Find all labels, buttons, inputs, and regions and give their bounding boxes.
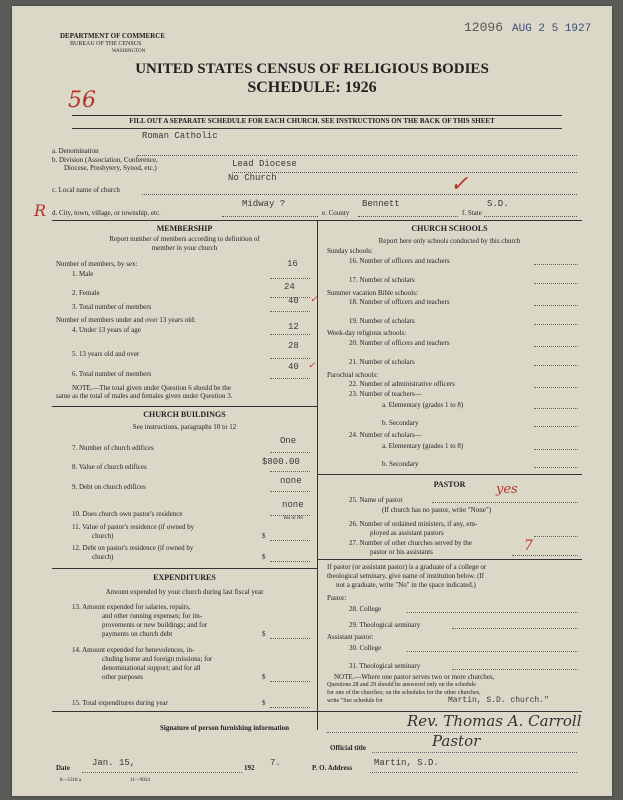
signature-handwritten: Rev. Thomas A. Carroll — [407, 712, 582, 730]
age-label: Number of members under and over 13 years old: — [56, 316, 196, 324]
membership-intro: Report number of members according to definition of — [109, 235, 260, 243]
bureau-title: BUREAU OF THE CENSUS — [70, 41, 142, 47]
checkmark-county: ✓ — [450, 172, 469, 197]
members-by-sex-label: Number of members, by sex: — [56, 260, 138, 268]
date-label: Date — [56, 764, 70, 772]
q31-label: 31. Theological seminary — [349, 662, 421, 670]
expenditures-heading: EXPENDITURES — [153, 573, 216, 582]
exp14-dollar: $ — [262, 673, 266, 681]
census-form — [12, 6, 612, 796]
exp15-label: 15. Total expenditures during year — [72, 699, 168, 707]
q24b-label: b. Secondary — [382, 460, 419, 468]
q27-label: 27. Number of other churches served by the — [349, 539, 472, 547]
residence-value: none — [282, 500, 304, 510]
pastor-note-3: for one of the churches; on the schedules for the other churches, — [327, 690, 481, 696]
official-title-label: Official title — [330, 744, 366, 752]
city-label-field: d. City, town, village, or township, etc. — [52, 209, 161, 217]
male-value: 16 — [287, 259, 298, 269]
q27-label-2: pastor or his assistants — [370, 548, 433, 556]
weekday-schools-label: Week-day religious schools: — [327, 329, 407, 337]
denomination-value: Roman Catholic — [142, 131, 218, 141]
college-note-1: If pastor (or assistant pastor) is a graduate of a college or — [327, 563, 487, 571]
q21-label: 21. Number of scholars — [349, 358, 415, 366]
county-value: Bennett — [362, 199, 400, 209]
under13-label: 4. Under 13 years of age — [72, 326, 141, 334]
q30-label: 30. College — [349, 644, 382, 652]
pastor-note-4: write "See schedule for — [327, 698, 383, 704]
summer-schools-label: Summer vacation Bible schools: — [327, 289, 418, 297]
q29-label: 29. Theological seminary — [349, 621, 421, 629]
q23a-label: a. Elementary (grades 1 to 8) — [382, 401, 464, 409]
q19-label: 19. Number of scholars — [349, 317, 415, 325]
pastor-note-1: NOTE.—Where one pastor serves two or more churches, — [334, 673, 495, 681]
total-members-6-value: 40 — [288, 362, 299, 372]
total-members-6-label: 6. Total number of members — [72, 370, 152, 378]
residence-dollar: $ — [262, 532, 266, 540]
state-value: S.D. — [487, 199, 509, 209]
assistant-pastor-label: Assistant pastor: — [327, 633, 374, 641]
exp13-line2: and other running expenses; for im- — [102, 612, 203, 620]
signature-label: Signature of person furnishing information — [160, 724, 289, 732]
check-total: ✓ — [310, 295, 318, 305]
pastor-heading: PASTOR — [433, 480, 466, 489]
residence-value-label-2: church) — [92, 532, 114, 540]
local-name-value: No Church — [228, 173, 277, 183]
exp13-dollar: $ — [262, 630, 266, 638]
pastor-sub-label: Pastor: — [327, 594, 347, 602]
buildings-heading: CHURCH BUILDINGS — [143, 410, 226, 419]
over13-label: 5. 13 years old and over — [72, 350, 140, 358]
denomination-label: a. Denomination — [52, 147, 99, 155]
pastor-name-handwritten: yes — [496, 482, 518, 497]
q20-label: 20. Number of officers and teachers — [349, 339, 450, 347]
exp14-line2: cluding home and foreign missions; for — [102, 655, 213, 663]
yes-or-no-label: Yes or No — [283, 516, 304, 521]
check-total-6: ✓ — [308, 361, 316, 371]
membership-note-2: same as the total of males and females given under Question 3. — [56, 392, 233, 400]
schools-heading: CHURCH SCHOOLS — [411, 224, 488, 233]
edifices-value: One — [280, 436, 297, 446]
year-prefix: 192 — [244, 764, 255, 772]
handwritten-r: R — [34, 201, 47, 220]
exp13-line3: provements or new buildings; and for — [102, 621, 208, 629]
pastor-note-church: Martin, S.D. church." — [448, 696, 549, 705]
date-value: Jan. 15, — [92, 758, 136, 768]
form-code: 8—5318 a — [60, 778, 81, 783]
buildings-instructions: See instructions, paragraphs 10 to 12 — [132, 423, 237, 431]
division-value: Lead Diocese — [232, 159, 297, 169]
college-note-3: not a graduate, write "No" in the space indicated.) — [336, 581, 476, 589]
membership-heading: MEMBERSHIP — [156, 224, 213, 233]
total-members-value: 40 — [288, 296, 299, 306]
official-title-handwritten: Pastor — [432, 732, 481, 750]
q16-label: 16. Number of officers and teachers — [349, 257, 450, 265]
female-label: 2. Female — [72, 289, 100, 297]
under13-value: 12 — [288, 322, 299, 332]
q23b-label: b. Secondary — [382, 419, 419, 427]
q27-handwritten: 7 — [524, 538, 533, 554]
schedule-title: SCHEDULE: 1926 — [247, 79, 377, 96]
debt-value: none — [280, 476, 302, 486]
po-address-value: Martin, S.D. — [374, 758, 439, 768]
sunday-schools-label: Sunday schools: — [327, 247, 373, 255]
instructions-banner: FILL OUT A SEPARATE SCHEDULE FOR EACH CHURCH. SEE INSTRUCTIONS ON THE BACK OF THIS SHEET — [129, 117, 495, 125]
year-value: 7. — [270, 758, 281, 768]
q17-label: 17. Number of scholars — [349, 276, 415, 284]
po-address-label: P. O. Address — [312, 764, 353, 772]
q26-label: 26. Number of ordained ministers, if any, em- — [349, 520, 478, 528]
q25-note: (If church has no pastor, write "None") — [382, 506, 492, 514]
q23-label: 23. Number of teachers— — [349, 390, 422, 398]
male-label: 1. Male — [72, 270, 94, 278]
residence-debt-label: 12. Debt on pastor's residence (if owned by — [72, 544, 194, 552]
handwritten-number: 56 — [68, 88, 96, 113]
over13-value: 28 — [288, 341, 299, 351]
state-label: f. State — [462, 209, 482, 217]
serial-number: 12096 — [464, 20, 504, 35]
q22-label: 22. Number of administrative officers — [349, 380, 455, 388]
q28-label: 28. College — [349, 605, 382, 613]
division-label: b. Division (Association, Conference, — [52, 156, 158, 164]
expenditures-intro: Amount expended by your church during last fiscal year — [105, 588, 264, 596]
q24-label: 24. Number of scholars— — [349, 431, 422, 439]
pastor-note-2: Questions 28 and 29 should be answered only on the schedule — [327, 682, 476, 688]
debt-label: 9. Debt on church edifices — [72, 483, 146, 491]
exp13-line4: payments on church debt — [102, 630, 173, 638]
membership-note: NOTE.—The total given under Question 6 should be the — [72, 384, 231, 392]
city-label: WASHINGTON — [112, 49, 146, 54]
q24a-label: a. Elementary (grades 1 to 8) — [382, 442, 464, 450]
college-note-2: theological seminary, give name of institution below. (If — [327, 572, 485, 580]
county-label: e. County — [322, 209, 350, 217]
female-value: 24 — [284, 282, 295, 292]
print-code: 11—9024 — [130, 778, 150, 783]
exp15-dollar: $ — [262, 699, 266, 707]
residence-debt-dollar: $ — [262, 553, 266, 561]
exp13-line1: 13. Amount expended for salaries, repairs, — [72, 603, 191, 611]
parochial-schools-label: Parochial schools: — [327, 371, 379, 379]
edifice-value-label: 8. Value of church edifices — [72, 463, 147, 471]
form-title: UNITED STATES CENSUS OF RELIGIOUS BODIES — [135, 61, 489, 77]
division-label-2: Diocese, Presbytery, Synod, etc.) — [64, 164, 157, 172]
edifices-label: 7. Number of church edifices — [72, 444, 154, 452]
city-value: Midway ? — [242, 199, 286, 209]
q25-label: 25. Name of pastor — [349, 496, 403, 504]
department-title: DEPARTMENT OF COMMERCE — [60, 32, 166, 40]
schools-intro: Report here only schools conducted by this church — [378, 237, 521, 245]
exp14-line1: 14. Amount expended for benevolences, in- — [72, 646, 195, 654]
exp14-line4: other purposes — [102, 673, 144, 681]
membership-intro-2: member in your church — [151, 244, 218, 252]
q26-label-2: ployed as assistant pastors — [370, 529, 444, 537]
residence-value-label: 11. Value of pastor's residence (if owned by — [72, 523, 195, 531]
q18-label: 18. Number of officers and teachers — [349, 298, 450, 306]
residence-debt-label-2: church) — [92, 553, 114, 561]
local-name-label: c. Local name of church — [52, 186, 120, 194]
edifice-value-value: $800.00 — [262, 457, 300, 467]
received-stamp: AUG 2 5 1927 — [512, 23, 592, 35]
total-members-label: 3. Total number of members — [72, 303, 152, 311]
exp14-line3: denominational support; and for all — [102, 664, 201, 672]
residence-label: 10. Does church own pastor's residence — [72, 510, 183, 518]
